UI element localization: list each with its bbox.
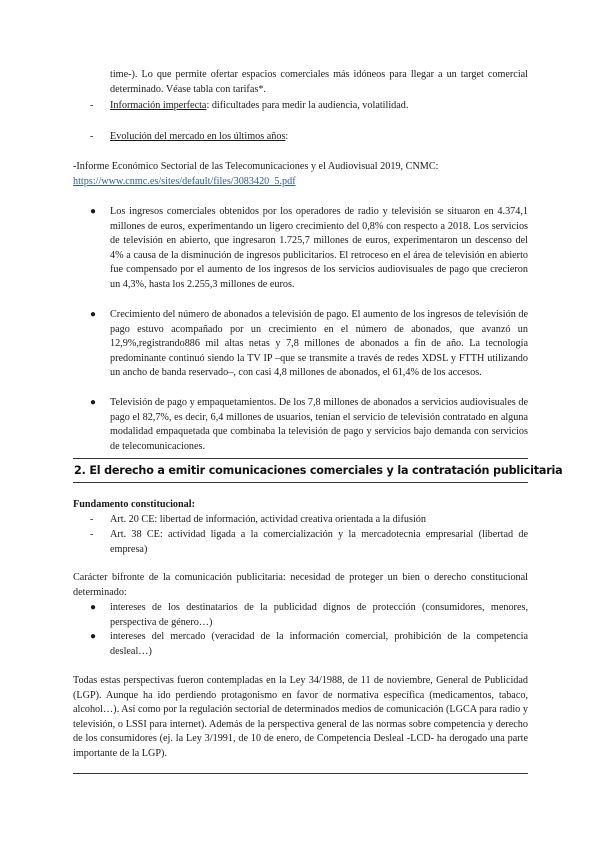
evolucion-suffix: : — [285, 131, 289, 142]
report-text: -Informe Económico Sectorial de las Telecomunicaciones y el Audiovisual 2019, CNMC: — [73, 161, 439, 172]
continuation-paragraph: time-). Lo que permite ofertar espacios comerciales más idóneos para llegar a un target comercial determinado. Véase tabla con tarifas*. — [110, 69, 528, 95]
market-bullet-1: Los ingresos comerciales obtenidos por los operadores de radio y televisión se situaron en 4.374,1 millones de euros, experimentando un ligero crecimiento del 0,8% con respecto a 2018. Los servicios de televisión en abierto, que ingresaron 1.725,7 millones de euros, experimentaron un descenso del 4% a causa de la disminución de ingresos publicitarios. El retroceso en el área de televisión en abierto fue compensado por el aumento de los ingresos de los servicios audiovisuales de pago que crecieron un 4,3%, hasta los 2.255,3 millones de euros. — [110, 206, 528, 290]
dash-marker: - — [90, 100, 94, 111]
report-reference — [73, 160, 528, 189]
closing-paragraph: Todas estas perspectivas fueron contempladas en la Ley 34/1988, de 11 de noviembre, General de Publicidad (LGP). Aunque ha ido perdiendo protagonismo en favor de normativa específica (medicamentos, tabaco, alcohol…). Así como por la regulación sectorial de determinados medios de comunicación (LGCA para radio y televisión, o LSSI para internet). Además de la perspectiva general de las normas sobre competencia y derecho de los consumidores (ej. la Ley 3/1991, de 10 de enero, de Competencia Desleal -LCD- ha derogado una parte importante de la LGP). — [73, 675, 528, 759]
bullet-icon: ● — [90, 206, 97, 217]
bullet-icon: ● — [90, 309, 97, 320]
dash-marker: - — [90, 131, 94, 142]
caracter-item-1: intereses de los destinatarios de la publicidad dignos de protección (consumidores, menores, perspectiva de género…) — [110, 602, 528, 628]
bullet-icon: ● — [90, 631, 97, 642]
caracter-paragraph: Carácter bifronte de la comunicación publicitaria: necesidad de proteger un bien o derecho constitucional determinado: — [73, 572, 528, 598]
bottom-divider — [73, 773, 528, 774]
info-imperfecta-item — [110, 99, 528, 114]
fundamento-item-2: Art. 38 CE: actividad ligada a la comercialización y la mercadotecnia empresarial (libertad de empresa) — [110, 529, 528, 555]
bullet-icon: ● — [90, 602, 97, 613]
section-divider-bottom — [73, 482, 528, 483]
evolucion-item — [110, 130, 528, 145]
evolucion-label: Evolución del mercado en los últimos años — [110, 131, 286, 142]
caracter-item-2: intereses del mercado (veracidad de la información comercial, prohibición de la competencia desleal…) — [110, 631, 528, 657]
info-imperfecta-text: : dificultades para medir la audiencia, volatilidad. — [206, 100, 409, 111]
dash-marker: - — [90, 529, 94, 540]
market-bullet-3: Televisión de pago y empaquetamientos. De los 7,8 millones de abonados a servicios audiovisuales de pago el 82,7%, es decir, 6,4 millones de usuarios, tenían el servicio de televisión contratado en alguna modalidad empaquetada que combinaba la televisión de pago y servicios bajo demanda con servicios de telecomunicaciones. — [110, 397, 528, 452]
section-divider-top — [73, 458, 528, 459]
fundamento-item-1: Art. 20 CE: libertad de información, actividad creativa orientada a la difusión — [110, 514, 426, 525]
report-link[interactable]: https://www.cnmc.es/sites/default/files/3083420_5.pdf — [73, 175, 296, 187]
fundamento-title: Fundamento constitucional: — [73, 499, 195, 510]
section-heading: 2. El derecho a emitir comunicaciones comerciales y la contratación publicitaria — [74, 464, 563, 477]
market-bullet-2: Crecimiento del número de abonados a televisión de pago. El aumento de los ingresos de televisión de pago estuvo acompañado por un crecimiento en el número de abonados, que avanzó un 12,9%,registrando886 mil altas netas y 7,8 millones de abonados a fin de año. La tecnología predominante continuó siendo la TV IP –que se transmite a través de redes XDSL y FTTH utilizando un ancho de banda reservado–, con casi 4,8 millones de abonados, el 61,4% de los accesos. — [110, 309, 528, 379]
info-imperfecta-label: Información imperfecta — [110, 100, 207, 111]
bullet-icon: ● — [90, 397, 97, 408]
dash-marker: - — [90, 514, 94, 525]
